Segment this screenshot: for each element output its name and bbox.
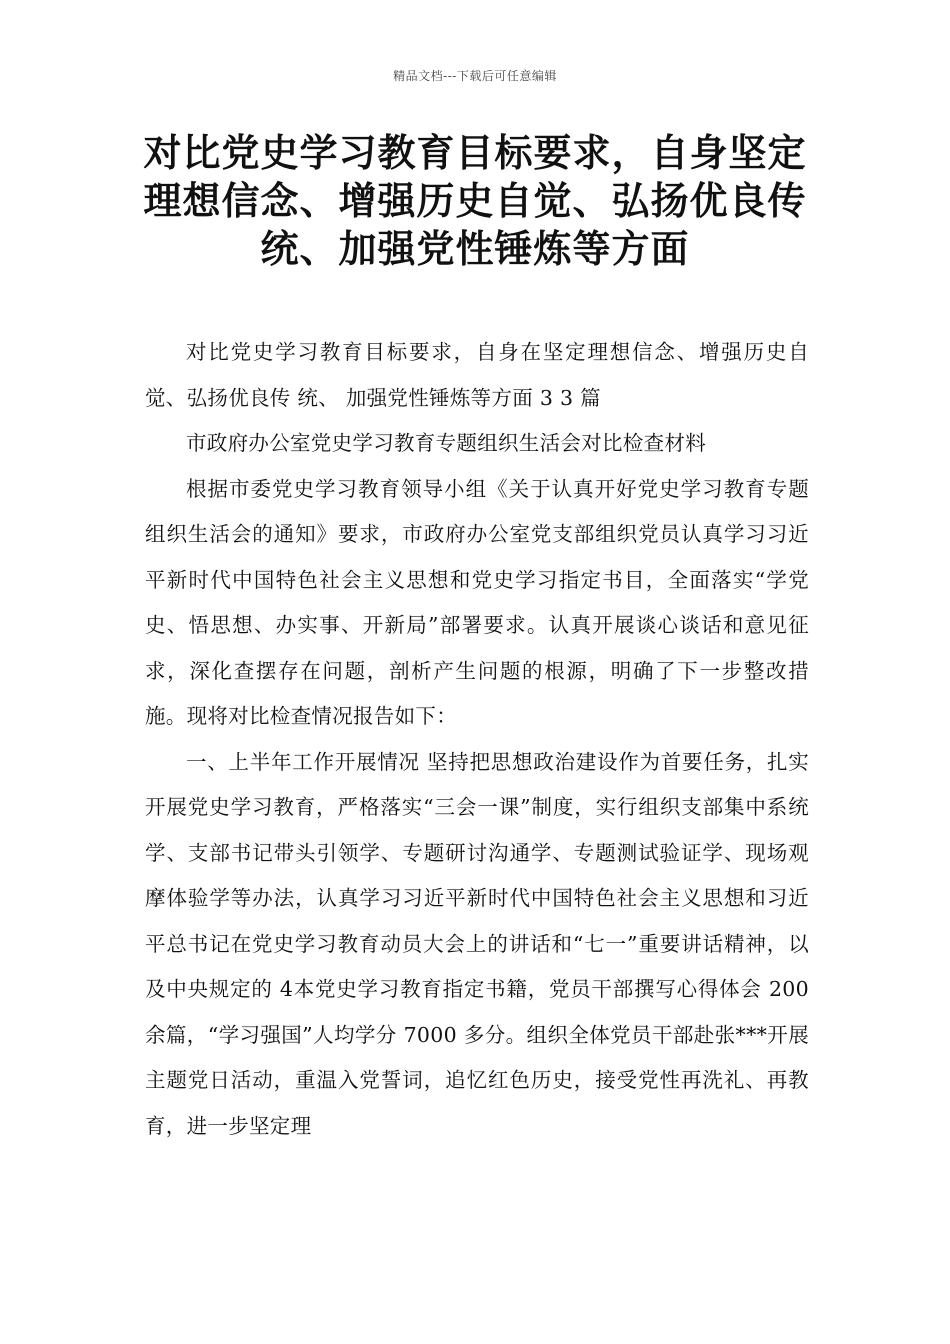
paragraph-background: 根据市委党史学习教育领导小组《关于认真开好党史学习教育专题组织生活会的通知》要求，市政府办公室党支部组织党员认真学习习近平新时代中国特色社会主义思想和党史学习指定书目，全面落实“学党史、悟思想、办实事、开新局”部署要求。认真开展谈心谈话和意见征求，深化查摆存在问题，剖析产生问题的根源，明确了下一步整改措施。现将对比检查情况报告如下： — [145, 476, 809, 728]
title-line-2: 理想信念、增强历史自觉、弘扬优良传 — [143, 179, 807, 223]
title-line-3: 统、加强党性锤炼等方面 — [260, 227, 690, 271]
header-note: 精品文档---下载后可任意编辑 — [393, 69, 557, 83]
paragraph-section-one: 一、上半年工作开展情况 坚持把思想政治建设作为首要任务，扎实开展党史学习教育，严格落实“三会一课”制度，实行组织支部集中系统学、支部书记带头引领学、专题研讨沟通学、专题测试验证学、现场观摩体验学等办法，认真学习习近平新时代中国特色社会主义思想和习近平总书记在党史学习教育动员大会上的讲话和“七一”重要讲话精神，以及中央规定的 4本党史学习教育指定书籍，党员干部撰写心得体会 200 余篇，“学习强国”人均学分 7000 多分。组织全体党员干部赴张***开展主题党日活动，重温入党誓词，追忆红色历史，接受党性再洗礼、再教育，进一步坚定理 — [145, 749, 809, 1138]
document-title — [140, 129, 810, 273]
document-body — [145, 330, 809, 1149]
paragraph-intro: 对比党史学习教育目标要求，自身在坚定理想信念、增强历史自觉、弘扬优良传 统、 加强党性锤炼等方面 3 3 篇 — [145, 340, 809, 410]
title-line-1: 对比党史学习教育目标要求，自身坚定 — [143, 131, 807, 175]
paragraph-subtitle: 市政府办公室党史学习教育专题组织生活会对比检查材料 — [186, 431, 706, 455]
